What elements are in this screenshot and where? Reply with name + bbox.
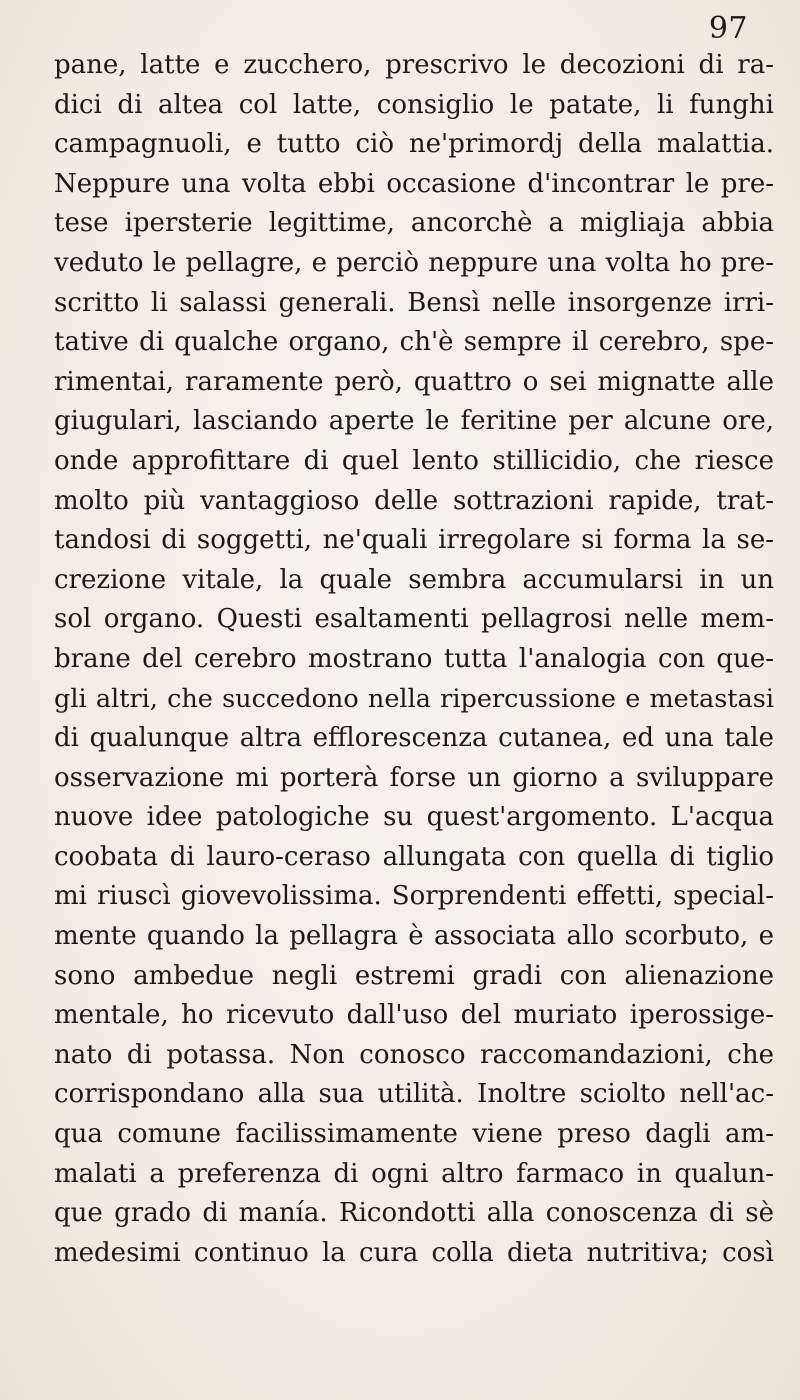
text-line: crezione vitale, la quale sembra accumularsi in un	[54, 564, 774, 595]
text-line: que grado di manía. Ricondotti alla conoscenza di sè	[54, 1198, 774, 1229]
text-line: onde approfittare di quel lento stillicidio, che riesce	[54, 445, 774, 476]
text-line: qua comune facilissimamente viene preso dagli am-	[54, 1119, 774, 1150]
text-line: sol organo. Questi esaltamenti pellagrosi nelle mem-	[54, 604, 774, 635]
text-line: Neppure una volta ebbi occasione d'incontrar le pre-	[54, 168, 774, 199]
text-line: pane, latte e zucchero, prescrivo le decozioni di ra-	[54, 50, 774, 80]
text-line: nato di potassa. Non conosco raccomandazioni, che	[54, 1039, 774, 1070]
text-line: giugulari, lasciando aperte le feritine per alcune ore,	[54, 406, 774, 437]
body-text	[54, 46, 774, 1273]
text-line: mentale, ho ricevuto dall'uso del muriato iperossige-	[54, 1000, 774, 1031]
text-line: tative di qualche organo, ch'è sempre il cerebro, spe-	[54, 327, 774, 358]
text-line: mente quando la pellagra è associata allo scorbuto, e	[54, 921, 774, 952]
text-line: tese ipersterie legittime, ancorchè a migliaja abbia	[54, 208, 774, 239]
text-line: gli altri, che succedono nella ripercussione e metastasi	[54, 683, 774, 714]
text-line: nuove idee patologiche su quest'argomento. L'acqua	[54, 802, 774, 833]
text-line: scritto li salassi generali. Bensì nelle insorgenze irri-	[54, 287, 774, 318]
text-line: malati a preferenza di ogni altro farmaco in qualun-	[54, 1158, 774, 1189]
text-line: medesimi continuo la cura colla dieta nutritiva; così	[54, 1237, 774, 1268]
text-line: sono ambedue negli estremi gradi con alienazione	[54, 960, 774, 991]
page-number: 97	[708, 11, 748, 46]
text-line: osservazione mi porterà forse un giorno a sviluppare	[54, 762, 774, 793]
text-line: molto più vantaggioso delle sottrazioni rapide, trat-	[54, 485, 774, 516]
text-line: tandosi di soggetti, ne'quali irregolare si forma la se-	[54, 525, 774, 556]
text-line: corrispondano alla sua utilità. Inoltre sciolto nell'ac-	[54, 1079, 774, 1110]
text-line: veduto le pellagre, e perciò neppure una volta ho pre-	[54, 247, 774, 278]
text-line: campagnuoli, e tutto ciò ne'primordj della malattia.	[54, 129, 774, 160]
text-line: mi riuscì giovevolissima. Sorprendenti effetti, special-	[54, 881, 774, 912]
text-line: coobata di lauro-ceraso allungata con quella di tiglio	[54, 841, 774, 872]
text-line: dici di altea col latte, consiglio le patate, li funghi	[54, 89, 774, 120]
text-line: rimentai, raramente però, quattro o sei mignatte alle	[54, 366, 774, 397]
text-line: di qualunque altra efflorescenza cutanea, ed una tale	[54, 723, 774, 754]
text-line: brane del cerebro mostrano tutta l'analogia con que-	[54, 643, 774, 674]
